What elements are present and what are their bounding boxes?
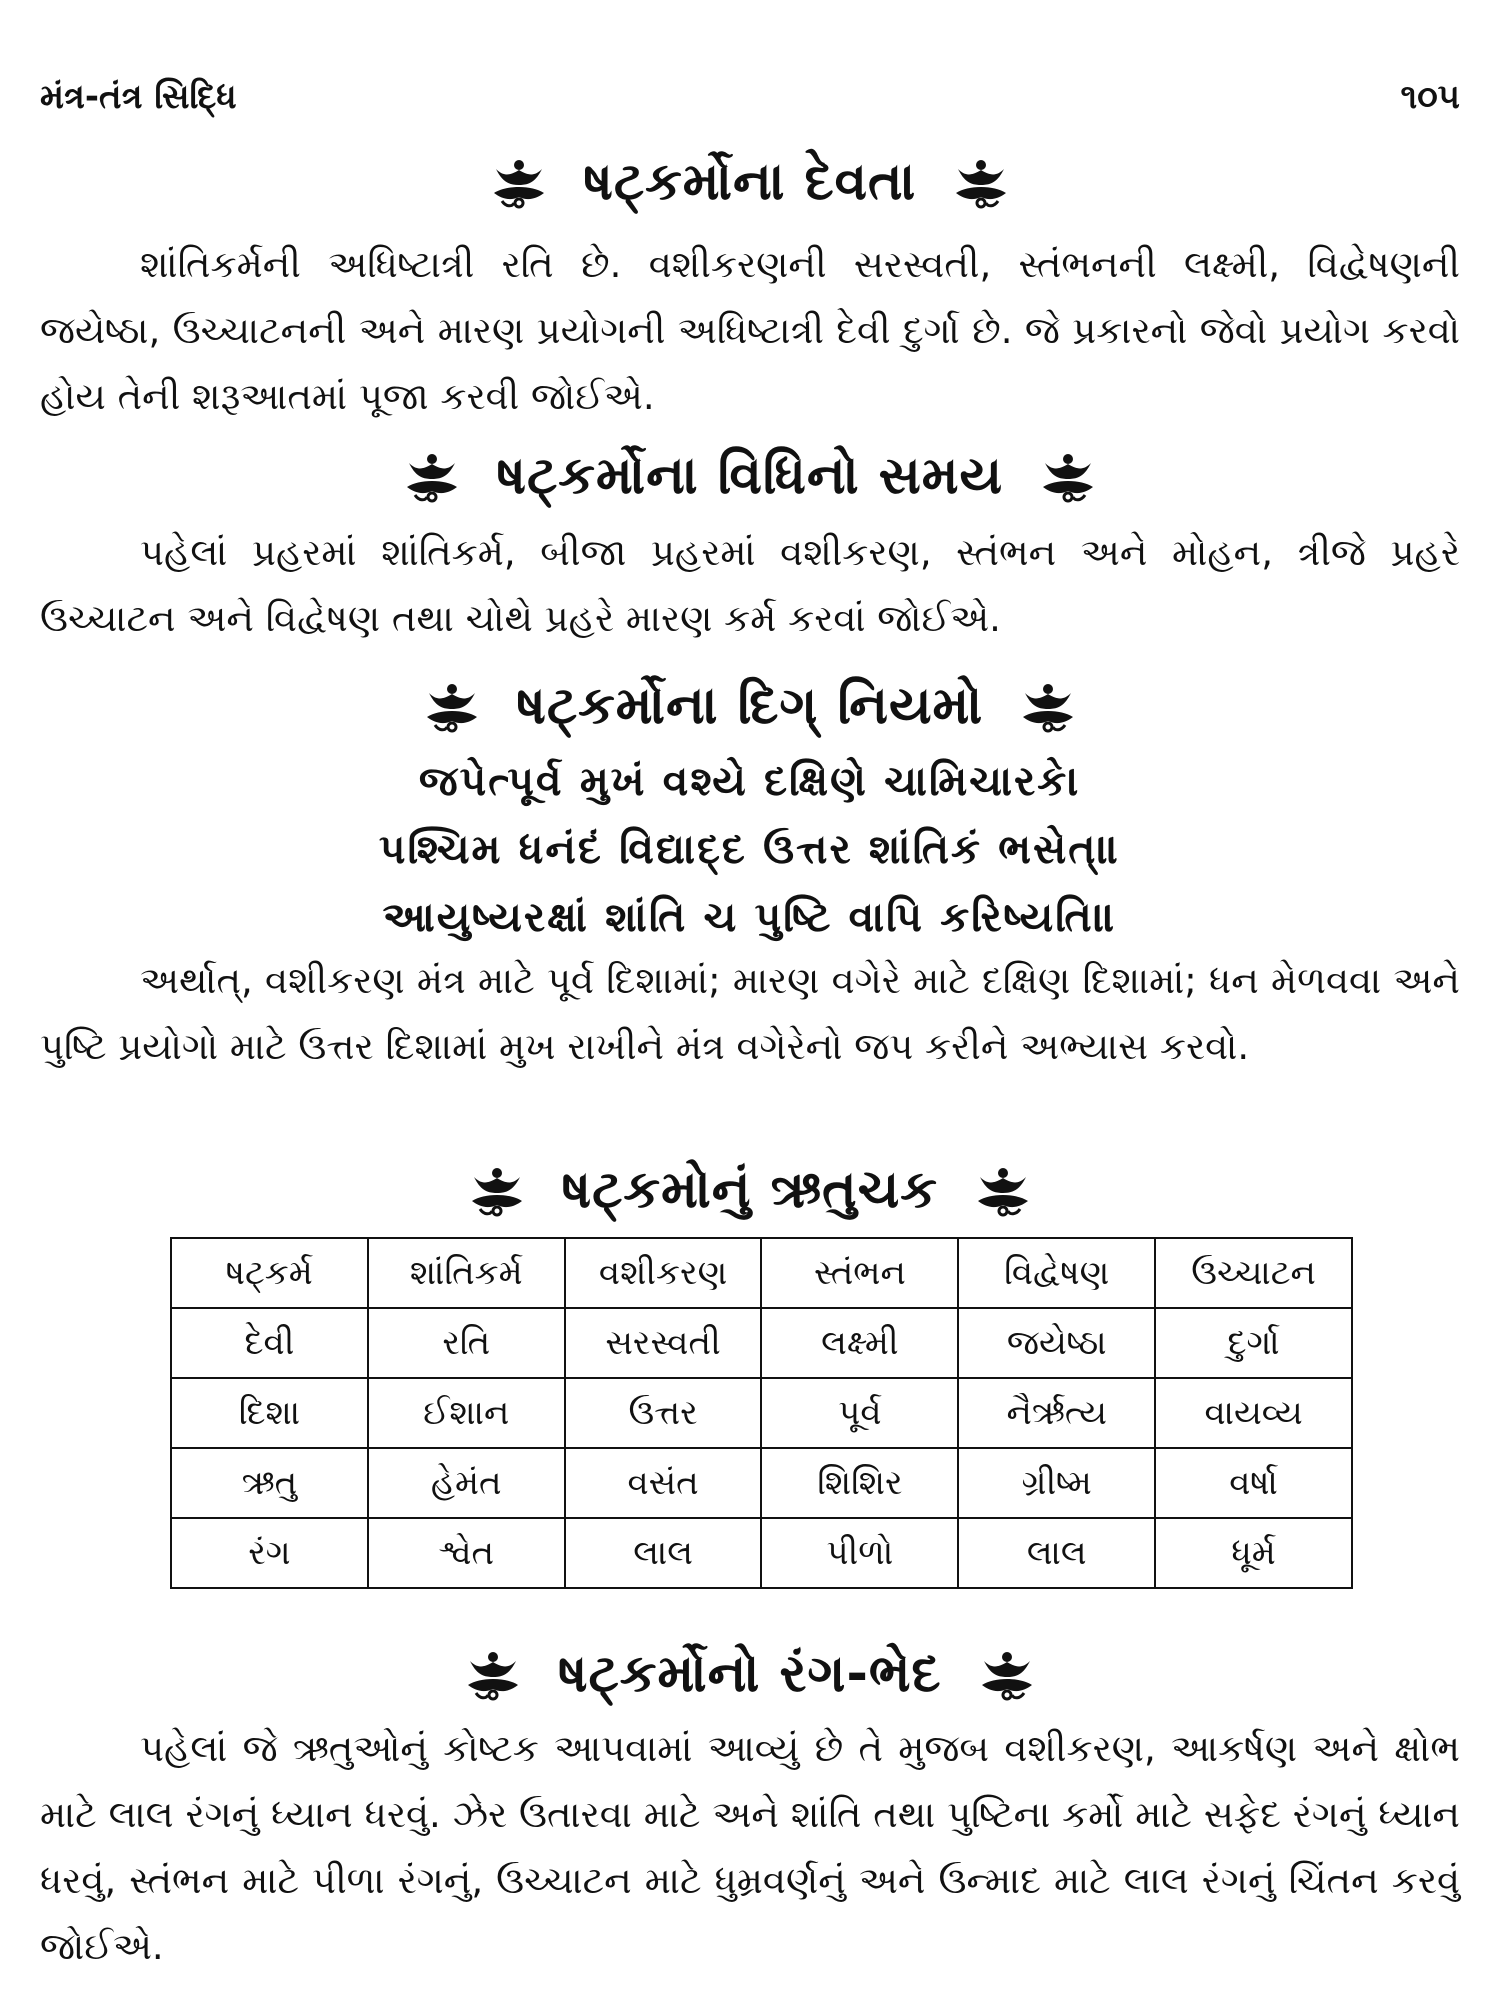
table-row [171,1378,1352,1448]
book-title: મંત્ર-તંત્ર સિદ્ધિ [40,77,237,117]
table-row [171,1448,1352,1518]
table-cell: દુર્ગા [1155,1308,1352,1378]
heading-text: ષટ્કર્મોના વિધિનો સમય [496,445,1004,506]
table-cell: દિશા [171,1378,368,1448]
section-heading-colors [0,1634,1500,1714]
right-ornament-icon [976,1647,1038,1701]
table-cell: લાલ [958,1518,1155,1588]
left-ornament-icon [466,1163,528,1217]
table-cell: પૂર્વ [761,1378,958,1448]
left-ornament-icon [421,679,483,733]
table-cell: લક્ષ્મી [761,1308,958,1378]
page-number: ૧૦૫ [1400,77,1460,117]
table-cell: ઉત્તર [565,1378,762,1448]
table-cell: વશીકરણ [565,1238,762,1308]
right-ornament-icon [1037,449,1099,503]
right-ornament-icon [972,1163,1034,1217]
table-cell: જયેષ્ઠા [958,1308,1155,1378]
table-cell: ગ્રીષ્મ [958,1448,1155,1518]
verse-line: જપેત્પૂર્વ મુખં વશ્યે દક્ષિણે ચામિચારકે। [418,757,1082,805]
table-cell: દેવી [171,1308,368,1378]
paragraph-timing: પહેલાં પ્રહરમાં શાંતિકર્મ, બીજા પ્રહરમાં વશીકરણ, સ્તંભન અને મોહન, ત્રીજે પ્રહરે ઉચ્ચાટન અને વિદ્વેષણ તથા ચોથે પ્રહરે મારણ કર્મ કરવાં જોઈએ. [40,531,1460,640]
table-cell: વર્ષા [1155,1448,1352,1518]
heading-text: ષટ્કર્મોના દિગ્ નિયમો [516,675,984,736]
table-cell: વસંત [565,1448,762,1518]
right-ornament-icon [950,155,1012,209]
table-cell: ઈશાન [368,1378,565,1448]
table-cell: ષટ્કર્મ [171,1238,368,1308]
left-ornament-icon [462,1647,524,1701]
table-cell: ઋતુ [171,1448,368,1518]
section-heading-season-chart [0,1150,1500,1230]
table-cell: નૈર્ઋત્ય [958,1378,1155,1448]
table-cell: રંગ [171,1518,368,1588]
paragraph-deities: શાંતિકર્મની અધિષ્ટાત્રી રતિ છે. વશીકરણની સરસ્વતી, સ્તંભનની લક્ષ્મી, વિદ્વેષણની જયેષ્ઠા, ઉચ્ચાટનની અને મારણ પ્રયોગની અધિષ્ટાત્રી દેવી દુર્ગા છે. જે પ્રકારનો જેવો પ્રયોગ કરવો હોય તેની શરૂઆતમાં પૂજા કરવી જોઈએ. [40,243,1460,418]
heading-text: ષટ્કમોનું ઋતુચક [562,1159,938,1220]
left-ornament-icon [488,155,550,209]
table-cell: રતિ [368,1308,565,1378]
table-cell: સ્તંભન [761,1238,958,1308]
table-cell: શિશિર [761,1448,958,1518]
right-ornament-icon [1017,679,1079,733]
table-cell: પીળો [761,1518,958,1588]
table-cell: શાંતિકર્મ [368,1238,565,1308]
heading-text: ષટ્કર્મોના દેવતા [583,151,917,212]
table-row [171,1238,1352,1308]
table-cell: શ્વેત [368,1518,565,1588]
table-cell: ધૂર્મ [1155,1518,1352,1588]
table-cell: હેમંત [368,1448,565,1518]
paragraph-directions: અર્થાત્, વશીકરણ મંત્ર માટે પૂર્વ દિશામાં; મારણ વગેરે માટે દક્ષિણ દિશામાં; ધન મેળવવા અને પુષ્ટિ પ્રયોગો માટે ઉત્તર દિશામાં મુખ રાખીને મંત્ર વગેરેનો જપ કરીને અભ્યાસ કરવો. [40,959,1460,1068]
section-heading-timing [0,436,1500,516]
verse-line: આયુષ્યરક્ષાં શાંતિ ચ પુષ્ટિ વાપિ કરિષ્યતિ॥ [382,893,1118,941]
paragraph-colors: પહેલાં જે ઋતુઓનું કોષ્ટક આપવામાં આવ્યું છે તે મુજબ વશીકરણ, આકર્ષણ અને ક્ષોભ માટે લાલ રંગનું ધ્યાન ધરવું. ઝેર ઉતારવા માટે અને શાંતિ તથા પુષ્ટિના કર્મો માટે સફેદ રંગનું ધ્યાન ધરવું, સ્તંભન માટે પીળા રંગનું, ઉચ્ચાટન માટે ધુમ્રવર્ણનું અને ઉન્માદ માટે લાલ રંગનું ચિંતન કરવું જોઈએ. [40,1727,1460,1968]
table-cell: ઉચ્ચાટન [1155,1238,1352,1308]
verse-line: પશ્ચિમ ધનંદં વિદ્યાદ્દ ઉત્તર શાંતિકં ભસેત્॥ [378,825,1122,873]
section-heading-deities [0,142,1500,222]
section-heading-directions [0,666,1500,746]
table-cell: લાલ [565,1518,762,1588]
table-cell: વાયવ્ય [1155,1378,1352,1448]
table-row [171,1308,1352,1378]
left-ornament-icon [401,449,463,503]
table-row [171,1518,1352,1588]
running-header [40,72,1460,122]
table-cell: સરસ્વતી [565,1308,762,1378]
table-cell: વિદ્વેષણ [958,1238,1155,1308]
heading-text: ષટ્કર્મોનો રંગ-ભેદ [558,1643,942,1704]
season-table [170,1237,1353,1589]
